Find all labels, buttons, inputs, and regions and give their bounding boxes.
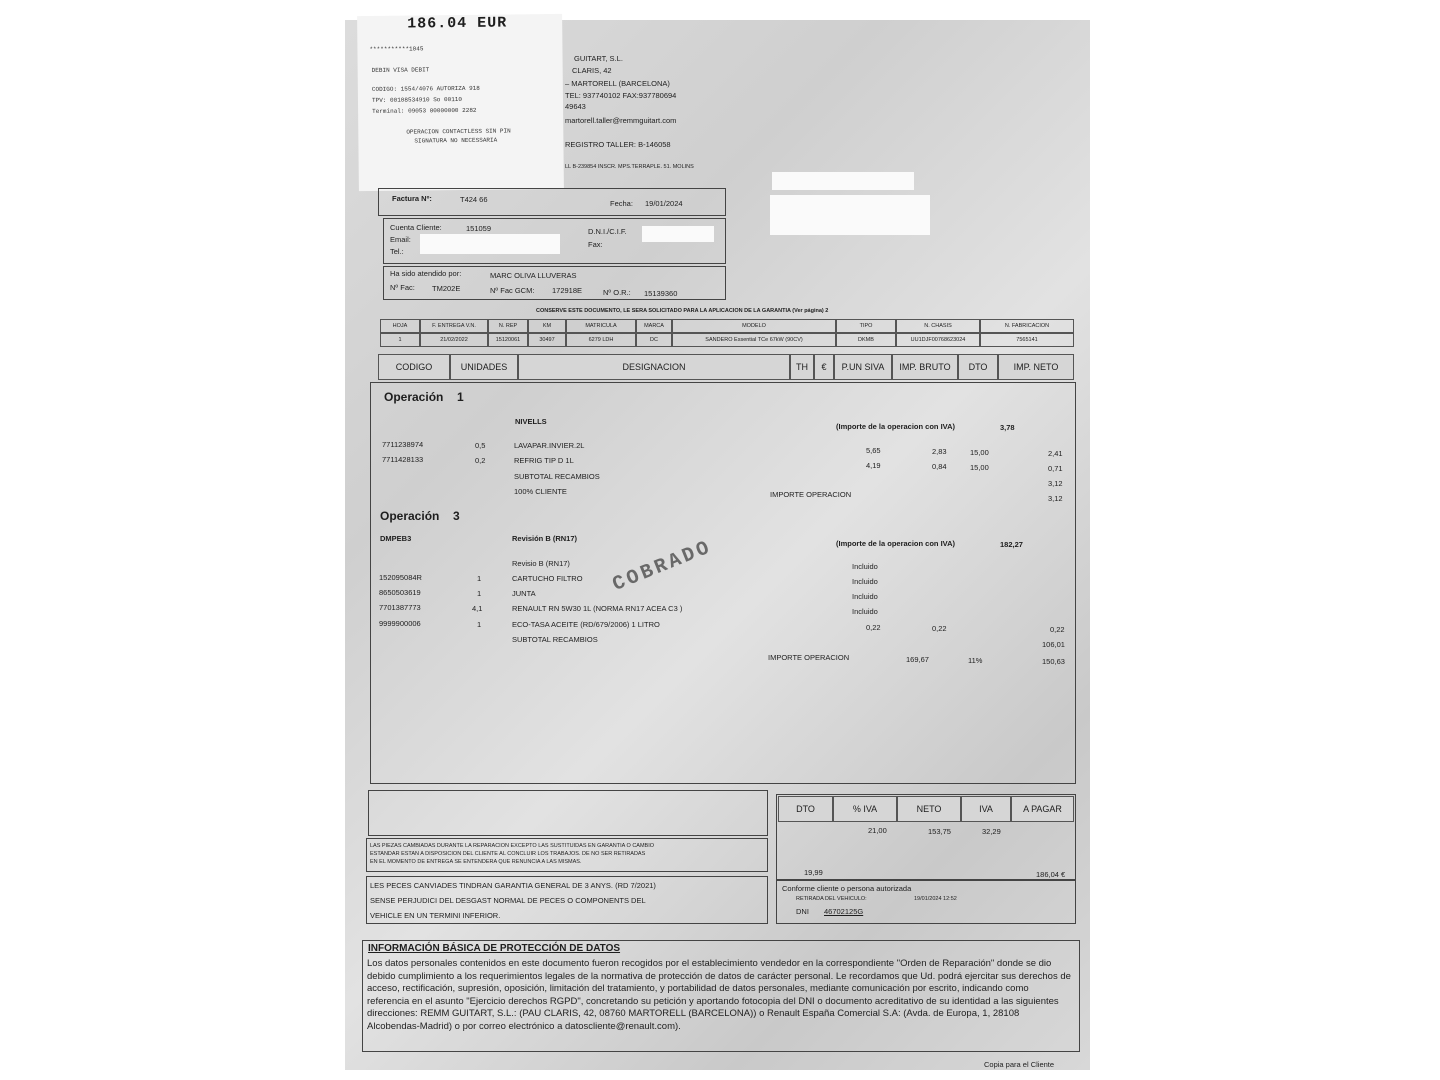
totals-header: NETO bbox=[897, 796, 961, 822]
company-phone: TEL: 937740102 FAX:937780694 bbox=[565, 91, 677, 100]
redaction bbox=[642, 226, 714, 242]
totals-a-pagar: 186,04 € bbox=[1036, 870, 1066, 879]
item-units: 0,2 bbox=[475, 456, 486, 465]
vehicle-header: TIPO bbox=[836, 319, 896, 333]
item-pun: 4,19 bbox=[866, 461, 881, 470]
op3-importe-op-value: 150,63 bbox=[1042, 657, 1065, 666]
item-neto: 0,71 bbox=[1048, 464, 1063, 473]
item-dto: 15,00 bbox=[970, 463, 989, 472]
op3-importe-op-bruto: 169,67 bbox=[906, 655, 929, 664]
item-code: 152095084R bbox=[379, 573, 422, 582]
receipt-line: TPV: 00108534910 So 00110 bbox=[371, 95, 463, 104]
guarantee-notice: CONSERVE ESTE DOCUMENTO, LE SERA SOLICITADO PARA LA APLICACION DE LA GARANTIA (Ver página) 2 bbox=[536, 308, 829, 314]
totals-neto: 153,75 bbox=[928, 827, 951, 836]
op1-number: 1 bbox=[457, 390, 464, 404]
item-desc: CARTUCHO FILTRO bbox=[512, 574, 583, 583]
col-header: TH bbox=[790, 354, 814, 380]
item-pun: Incluido bbox=[852, 577, 878, 586]
nfac-value: TM202E bbox=[432, 284, 461, 293]
retirada-label: RETIRADA DEL VEHICULO: bbox=[796, 896, 867, 902]
redaction bbox=[420, 234, 560, 254]
receipt-line: SIGNATURA NO NECESSARIA bbox=[414, 136, 498, 145]
redaction bbox=[770, 195, 930, 235]
fecha-label: Fecha: bbox=[610, 199, 633, 208]
totals-dto: 19,99 bbox=[804, 868, 823, 877]
receipt-line: OPERACION CONTACTLESS SIN PIN bbox=[406, 127, 511, 136]
op3-title: Operación bbox=[380, 509, 440, 523]
vehicle-value: 7565141 bbox=[980, 333, 1074, 347]
company-name: GUITART, S.L. bbox=[574, 54, 623, 63]
cuenta-value: 151059 bbox=[466, 224, 492, 233]
redaction bbox=[772, 172, 914, 190]
totals-header: % IVA bbox=[833, 796, 897, 822]
item-desc: JUNTA bbox=[512, 589, 536, 598]
vehicle-value: SANDERO Essential TCe 67kW (90CV) bbox=[672, 333, 836, 347]
receipt-line: CODIGO: 1554/4076 AUTORIZA 918 bbox=[371, 84, 480, 93]
vehicle-value: 1 bbox=[380, 333, 420, 347]
vehicle-header: F. ENTREGA V.N. bbox=[420, 319, 488, 333]
retirada-value: 19/01/2024 12:52 bbox=[914, 896, 957, 902]
conforme-text: Conforme cliente o persona autorizada bbox=[782, 884, 912, 893]
atendido-value: MARC OLIVA LLUVERAS bbox=[490, 271, 577, 280]
vehicle-header: N. CHASIS bbox=[896, 319, 980, 333]
fecha-value: 19/01/2024 bbox=[645, 199, 683, 208]
op3-group: Revisión B (RN17) bbox=[512, 534, 578, 543]
item-desc: ECO-TASA ACEITE (RD/679/2006) 1 LITRO bbox=[512, 620, 660, 629]
op1-title: Operación bbox=[384, 390, 444, 404]
op3-importe-op-label: IMPORTE OPERACION bbox=[768, 653, 850, 662]
vehicle-header: MODELO bbox=[672, 319, 836, 333]
col-header: CODIGO bbox=[378, 354, 450, 380]
item-units: 1 bbox=[477, 620, 482, 629]
op3-importe-value: 182,27 bbox=[1000, 540, 1023, 549]
vehicle-header: HOJA bbox=[380, 319, 420, 333]
item-pun: 5,65 bbox=[866, 446, 881, 455]
op1-importe-label: (Importe de la operacion con IVA) bbox=[836, 422, 956, 431]
company-registro: REGISTRO TALLER: B-146058 bbox=[565, 140, 671, 149]
atendido-label: Ha sido atendido por: bbox=[390, 269, 462, 278]
piezas-text: LAS PIEZAS CAMBIADAS DURANTE LA REPARACION EXCEPTO LAS SUSTITUIDAS EN GARANTIA O CAMBIO bbox=[370, 843, 655, 849]
company-inscr: LL B-239854 INSCR. MPS.TERRAPLE. 51. MOLINS bbox=[565, 164, 694, 170]
col-header: UNIDADES bbox=[450, 354, 518, 380]
item-code: 8650503619 bbox=[379, 588, 421, 597]
gcm-label: Nº Fac GCM: bbox=[490, 286, 535, 295]
dni-signature-label: DNI bbox=[796, 907, 809, 916]
vehicle-value: DC bbox=[636, 333, 672, 347]
nfac-label: Nº Fac: bbox=[390, 283, 415, 292]
col-header: IMP. NETO bbox=[998, 354, 1074, 380]
vehicle-value: 15120061 bbox=[488, 333, 528, 347]
factura-value: T424 66 bbox=[460, 195, 488, 204]
op3-code: DMPEB3 bbox=[380, 534, 412, 543]
receipt-line: ***********1045 bbox=[369, 45, 424, 53]
totals-iva-pct: 21,00 bbox=[868, 826, 887, 835]
vehicle-header: KM bbox=[528, 319, 566, 333]
item-neto: 2,41 bbox=[1048, 449, 1063, 458]
col-header: DTO bbox=[958, 354, 998, 380]
op1-importe-op-label: IMPORTE OPERACION bbox=[770, 490, 852, 499]
garantia-text: VEHICLE EN UN TERMINI INFERIOR. bbox=[370, 911, 501, 920]
privacy-title: INFORMACIÓN BÁSICA DE PROTECCIÓN DE DATOS bbox=[368, 943, 621, 954]
item-code: 7711428133 bbox=[382, 455, 424, 464]
totals-header: IVA bbox=[961, 796, 1011, 822]
garantia-text: SENSE PERJUDICI DEL DESGAST NORMAL DE PECES O COMPONENTS DEL bbox=[370, 896, 646, 905]
company-cif: 49643 bbox=[565, 102, 586, 111]
op3-importe-label: (Importe de la operacion con IVA) bbox=[836, 539, 956, 548]
item-neto: 0,22 bbox=[1050, 625, 1065, 634]
paid-stamp: COBRADO bbox=[609, 536, 716, 597]
vehicle-header: MATRICULA bbox=[566, 319, 636, 333]
col-header: € bbox=[814, 354, 834, 380]
garantia-text: LES PECES CANVIADES TINDRAN GARANTIA GENERAL DE 3 ANYS. (RD 7/2021) bbox=[370, 881, 656, 890]
totals-iva: 32,29 bbox=[982, 827, 1001, 836]
totals-header: A PAGAR bbox=[1011, 796, 1074, 822]
vehicle-header: N. FABRICACION bbox=[980, 319, 1074, 333]
piezas-text: EN EL MOMENTO DE ENTREGA SE ENTENDERA QUE RENUNCIA A LAS MISMAS. bbox=[370, 859, 582, 865]
op3-subtotal-value: 106,01 bbox=[1042, 640, 1065, 649]
col-header: DESIGNACION bbox=[518, 354, 790, 380]
item-units: 1 bbox=[477, 574, 482, 583]
item-pun: Incluido bbox=[852, 592, 878, 601]
item-pun: Incluido bbox=[852, 607, 878, 616]
item-dto: 15,00 bbox=[970, 448, 989, 457]
item-pun: 0,22 bbox=[866, 623, 881, 632]
vehicle-value: UU1DJF00768623024 bbox=[896, 333, 980, 347]
item-desc: LAVAPAR.INVIER.2L bbox=[514, 441, 585, 450]
item-desc: Revisio B (RN17) bbox=[512, 559, 570, 568]
company-city: – MARTORELL (BARCELONA) bbox=[565, 79, 670, 88]
col-header: IMP. BRUTO bbox=[892, 354, 958, 380]
item-bruto: 2,83 bbox=[932, 447, 947, 456]
tel-label: Tel.: bbox=[390, 247, 404, 256]
dni-label: D.N.I./C.I.F. bbox=[588, 227, 627, 236]
piezas-text: ESTANDAR ESTAN A DISPOSICION DEL CLIENTE AL CONCLUIR LOS TRABAJOS. DE NO SER RETIRADAS bbox=[370, 851, 646, 857]
vehicle-value: 30497 bbox=[528, 333, 566, 347]
receipt-amount: 186.04 EUR bbox=[407, 14, 508, 33]
cuenta-label: Cuenta Cliente: bbox=[390, 223, 442, 232]
or-value: 15139360 bbox=[644, 289, 678, 298]
item-desc: REFRIG TIP D 1L bbox=[514, 456, 574, 465]
item-code: 9999900006 bbox=[379, 619, 421, 628]
dni-signature-value: 46702125G bbox=[824, 907, 864, 916]
op1-subtotal-label: SUBTOTAL RECAMBIOS bbox=[514, 472, 600, 481]
op3-importe-op-dto: 11% bbox=[968, 656, 983, 665]
fax-label: Fax: bbox=[588, 240, 603, 249]
op1-importe-op-value: 3,12 bbox=[1048, 494, 1063, 503]
item-code: 7701387773 bbox=[379, 603, 421, 612]
totals-header: DTO bbox=[778, 796, 833, 822]
vehicle-value: 6279 LDH bbox=[566, 333, 636, 347]
item-code: 7711238974 bbox=[382, 440, 424, 449]
privacy-body: Los datos personales contenidos en este documento fueron recogidos por el establecimiento vendedor en la correspondiente "Orden de Reparación" donde se dio debido cumplimiento a los requerimientos legales de la normativa de protección de datos de carácter personal. Le recordamos que Ud. podrá ejercitar sus derechos de acceso, rectificación, supresión, oposición, limitación del tratamiento, y portabilidad de datos personales, mediante comunicación por escrito, indicando como referencia en el asunto "Ejercicio derechos RGPD", concretando su petición y aportando fotocopia del DNI o documento acreditativo de su identidad a las siguientes direcciones: REMM GUITART, S.L.: (PAU CLARIS, 42, 08760 MARTORELL (BARCELONA)) o Renault España Comercial S.A: (Avda. de Europa, 1, 28108 Alcobendas-Madrid) o por correo electrónico a datoscliente@renault.com). bbox=[367, 958, 1071, 1032]
company-street: CLARIS, 42 bbox=[572, 66, 612, 75]
item-units: 1 bbox=[477, 589, 482, 598]
factura-label: Factura Nº: bbox=[392, 194, 432, 203]
item-units: 4,1 bbox=[472, 604, 483, 613]
op3-subtotal-label: SUBTOTAL RECAMBIOS bbox=[512, 635, 598, 644]
op1-importe-value: 3,78 bbox=[1000, 423, 1015, 432]
col-header: P.UN SIVA bbox=[834, 354, 892, 380]
op1-cliente: 100% CLIENTE bbox=[514, 487, 567, 496]
op3-number: 3 bbox=[453, 509, 460, 523]
receipt-line: DEBIN VISA DEBIT bbox=[371, 66, 430, 74]
email-label: Email: bbox=[390, 235, 411, 244]
op1-group: NIVELLS bbox=[515, 417, 547, 426]
vehicle-header: MARCA bbox=[636, 319, 672, 333]
item-units: 0,5 bbox=[475, 441, 486, 450]
or-label: Nº O.R.: bbox=[603, 288, 631, 297]
vehicle-value: DKMB bbox=[836, 333, 896, 347]
item-bruto: 0,22 bbox=[932, 624, 947, 633]
op1-subtotal-value: 3,12 bbox=[1048, 479, 1063, 488]
gcm-value: 172918E bbox=[552, 286, 583, 295]
vehicle-header: N. REP bbox=[488, 319, 528, 333]
vehicle-value: 21/02/2022 bbox=[420, 333, 488, 347]
company-email: martorell.taller@remmguitart.com bbox=[565, 116, 677, 125]
empty-box bbox=[368, 790, 768, 836]
item-desc: RENAULT RN 5W30 1L (NORMA RN17 ACEA C3 ) bbox=[512, 604, 683, 613]
item-bruto: 0,84 bbox=[932, 462, 947, 471]
card-receipt bbox=[357, 14, 564, 191]
item-pun: Incluido bbox=[852, 562, 878, 571]
receipt-line: Terminal: 09053 00000000 2282 bbox=[372, 106, 477, 115]
copia-cliente: Copia para el Cliente bbox=[984, 1060, 1055, 1069]
